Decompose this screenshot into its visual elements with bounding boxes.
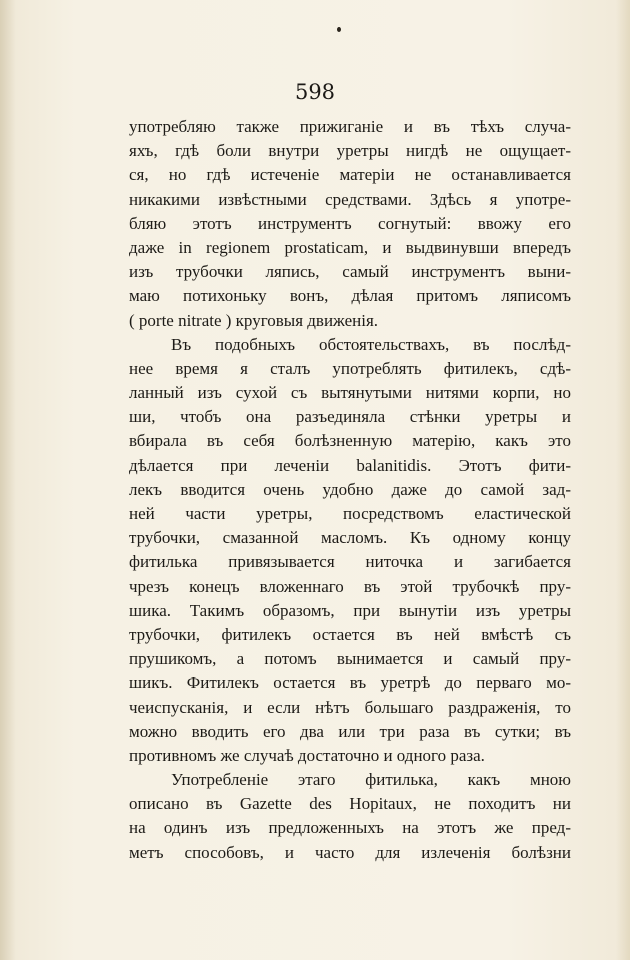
page-shadow-left [0, 0, 16, 960]
page-number: 598 [294, 80, 336, 104]
text-line: трубочки, смазанной масломъ. Къ одному концу [129, 528, 571, 548]
text-line: фитилька привязывается ниточка и загибается [129, 552, 571, 572]
text-line: чрезъ конецъ вложеннаго въ этой трубочкѣ пру- [129, 576, 571, 596]
text-line: метъ способовъ, и часто для излеченія болѣзни [129, 842, 571, 862]
text-line: ней части уретры, посредствомъ еластической [129, 504, 571, 523]
text-line: ши, чтобъ она разъединяла стѣнки уретры и [129, 407, 571, 427]
text-line: описано въ Gazette des Hopitaux, не походитъ ни [129, 794, 571, 814]
text-line: изъ трубочки ляпись, самый инструментъ выни- [129, 262, 571, 282]
text-line: противномъ же случаѣ достаточно и одного раза. [129, 745, 485, 765]
text-line: можно вводить его два или три раза въ сутки; въ [129, 721, 571, 741]
text-line: ся, но гдѣ истеченіе матеріи не останавливается [129, 165, 571, 185]
text-line: шика. Такимъ образомъ, при вынутіи изъ уретры [129, 600, 571, 620]
text-line: яхъ, гдѣ боли внутри уретры нигдѣ не ощущает- [129, 141, 571, 161]
text-line: на одинъ изъ предложенныхъ на этотъ же пред- [129, 818, 571, 838]
text-line: шикъ. Фитилекъ остается въ уретрѣ до перваго мо- [129, 673, 571, 693]
text-line: употребляю также прижиганіе и въ тѣхъ случа- [129, 117, 571, 136]
text-line: вбирала въ себя болѣзненную матерію, какъ это [129, 431, 571, 451]
text-line: Употребленіе этаго фитилька, какъ мною [171, 770, 571, 790]
text-line: нее время я сталъ употреблять фитилекъ, сдѣ- [129, 358, 571, 378]
text-line: маю потихоньку вонъ, дѣлая притомъ ляписомъ [129, 286, 571, 306]
text-line: прушикомъ, а потомъ вынимается и самый пру- [129, 649, 571, 669]
text-line: никакими извѣстными средствами. Здѣсь я употре- [129, 189, 571, 209]
body-text [129, 115, 571, 865]
text-line: чеиспусканія, и если нѣтъ большаго раздраженія, то [129, 697, 571, 717]
text-line: ( porte nitrate ) круговыя движенія. [129, 310, 379, 330]
text-line: бляю этотъ инструментъ согнутый: ввожу его [129, 213, 571, 233]
text-line: лекъ вводится очень удобно даже до самой зад- [129, 479, 571, 499]
text-line: дѣлается при леченіи balanitidis. Этотъ фити- [129, 455, 571, 475]
ink-speck [337, 27, 341, 32]
text-line: даже in regionem prostaticam, и выдвинувши впередъ [129, 237, 571, 257]
text-line: ланный изъ сухой съ вытянутыми нитями корпи, но [129, 383, 571, 403]
page-shadow-right [616, 0, 630, 960]
text-line: трубочки, фитилекъ остается въ ней вмѣстѣ съ [129, 624, 571, 644]
text-line: Въ подобныхъ обстоятельствахъ, въ послѣд- [171, 334, 571, 354]
